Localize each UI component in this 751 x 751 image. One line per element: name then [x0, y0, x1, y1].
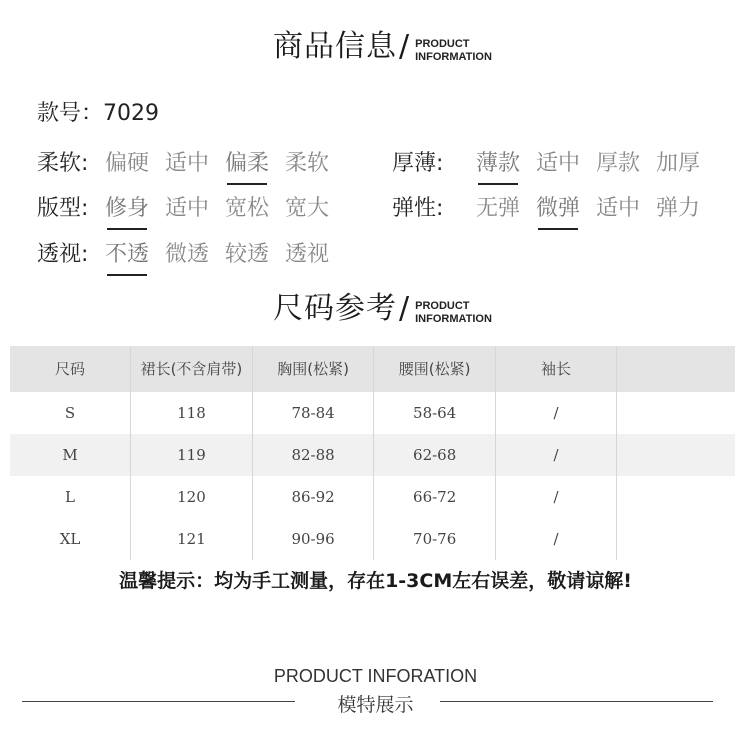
- cell-bust: 86-92: [252, 476, 374, 518]
- attr-option: 较透: [225, 241, 270, 267]
- attr-option-selected: 薄款: [476, 146, 520, 177]
- size-reference-title-en: PRODUCT INFORMATION: [415, 300, 492, 325]
- attr-option: 弹力: [656, 195, 701, 221]
- attr-label: 弹性:: [392, 195, 444, 221]
- title-slash: /: [399, 29, 410, 64]
- attr-label: 柔软:: [37, 150, 89, 176]
- cell-waist: 70-76: [374, 518, 496, 560]
- attr-option-selected: 偏柔: [225, 146, 269, 177]
- table-row: [10, 518, 735, 560]
- attr-option: 宽大: [285, 195, 330, 221]
- cell-empty: [617, 476, 735, 518]
- product-info-title-zh: 商品信息: [273, 29, 397, 64]
- cell-bust: 78-84: [252, 392, 374, 434]
- footer-title-zh: 模特展示: [337, 694, 414, 716]
- cell-bust: 82-88: [252, 434, 374, 476]
- cell-bust: 90-96: [252, 518, 374, 560]
- attr-option: 适中: [536, 150, 581, 176]
- product-info-title-en: PRODUCT INFORMATION: [415, 38, 492, 63]
- attr-option: 宽松: [225, 195, 270, 221]
- header-cell: 胸围(松紧): [252, 346, 374, 392]
- size-reference-title-zh: 尺码参考: [273, 291, 397, 326]
- cell-length: 118: [131, 392, 253, 434]
- attr-option: 加厚: [656, 150, 701, 176]
- header-cell: 尺码: [10, 346, 131, 392]
- cell-waist: 66-72: [374, 476, 496, 518]
- cell-empty: [617, 518, 735, 560]
- header-cell: 裙长(不含肩带): [131, 346, 253, 392]
- attr-options: [105, 237, 345, 268]
- cell-sleeve: /: [495, 392, 616, 434]
- attr-options: [476, 191, 716, 222]
- cell-sleeve: /: [495, 476, 616, 518]
- footer-title-en: PRODUCT INFORATION: [273, 666, 478, 686]
- attr-thickness: [392, 146, 716, 176]
- attr-options: [105, 191, 345, 222]
- attr-transparency: [37, 237, 345, 267]
- attr-option: 柔软: [285, 150, 330, 176]
- header-cell: 腰围(松紧): [374, 346, 496, 392]
- attr-label: 透视:: [37, 241, 89, 267]
- cell-size: M: [10, 434, 131, 476]
- size-table: [10, 346, 735, 560]
- attr-label: 版型:: [37, 195, 89, 221]
- cell-empty: [617, 392, 735, 434]
- attr-option: 适中: [596, 195, 641, 221]
- cell-sleeve: /: [495, 518, 616, 560]
- product-info-title: [273, 30, 492, 64]
- header-cell: 袖长: [495, 346, 616, 392]
- title-slash: /: [399, 291, 410, 326]
- attr-option: 偏硬: [105, 150, 150, 176]
- attr-option: 适中: [165, 195, 210, 221]
- cell-length: 121: [131, 518, 253, 560]
- attr-options: [476, 146, 716, 177]
- attr-elasticity: [392, 191, 716, 221]
- attr-softness: [37, 146, 345, 176]
- cell-empty: [617, 434, 735, 476]
- footer-divider-right: [440, 701, 713, 702]
- header-cell: [617, 346, 735, 392]
- cell-sleeve: /: [495, 434, 616, 476]
- attr-label: 厚薄:: [392, 150, 444, 176]
- attr-option-selected: 修身: [105, 191, 149, 222]
- attr-options: [105, 146, 345, 177]
- size-reference-title: [273, 292, 492, 326]
- attr-option-selected: 微弹: [536, 191, 580, 222]
- measurement-note: 温馨提示：均为手工测量，存在1-3CM左右误差，敬请谅解!: [119, 570, 632, 592]
- size-table-header: [10, 346, 735, 392]
- attr-option: 适中: [165, 150, 210, 176]
- table-row: [10, 392, 735, 434]
- cell-waist: 62-68: [374, 434, 496, 476]
- attr-option: 无弹: [476, 195, 521, 221]
- attr-option: 厚款: [596, 150, 641, 176]
- attr-fit: [37, 191, 345, 221]
- cell-size: S: [10, 392, 131, 434]
- cell-size: L: [10, 476, 131, 518]
- cell-length: 120: [131, 476, 253, 518]
- attr-option: 微透: [165, 241, 210, 267]
- table-row: [10, 476, 735, 518]
- table-row: [10, 434, 735, 476]
- cell-waist: 58-64: [374, 392, 496, 434]
- attr-option-selected: 不透: [105, 237, 149, 268]
- attr-option: 透视: [285, 241, 330, 267]
- cell-length: 119: [131, 434, 253, 476]
- model-number: 款号：7029: [37, 101, 159, 126]
- cell-size: XL: [10, 518, 131, 560]
